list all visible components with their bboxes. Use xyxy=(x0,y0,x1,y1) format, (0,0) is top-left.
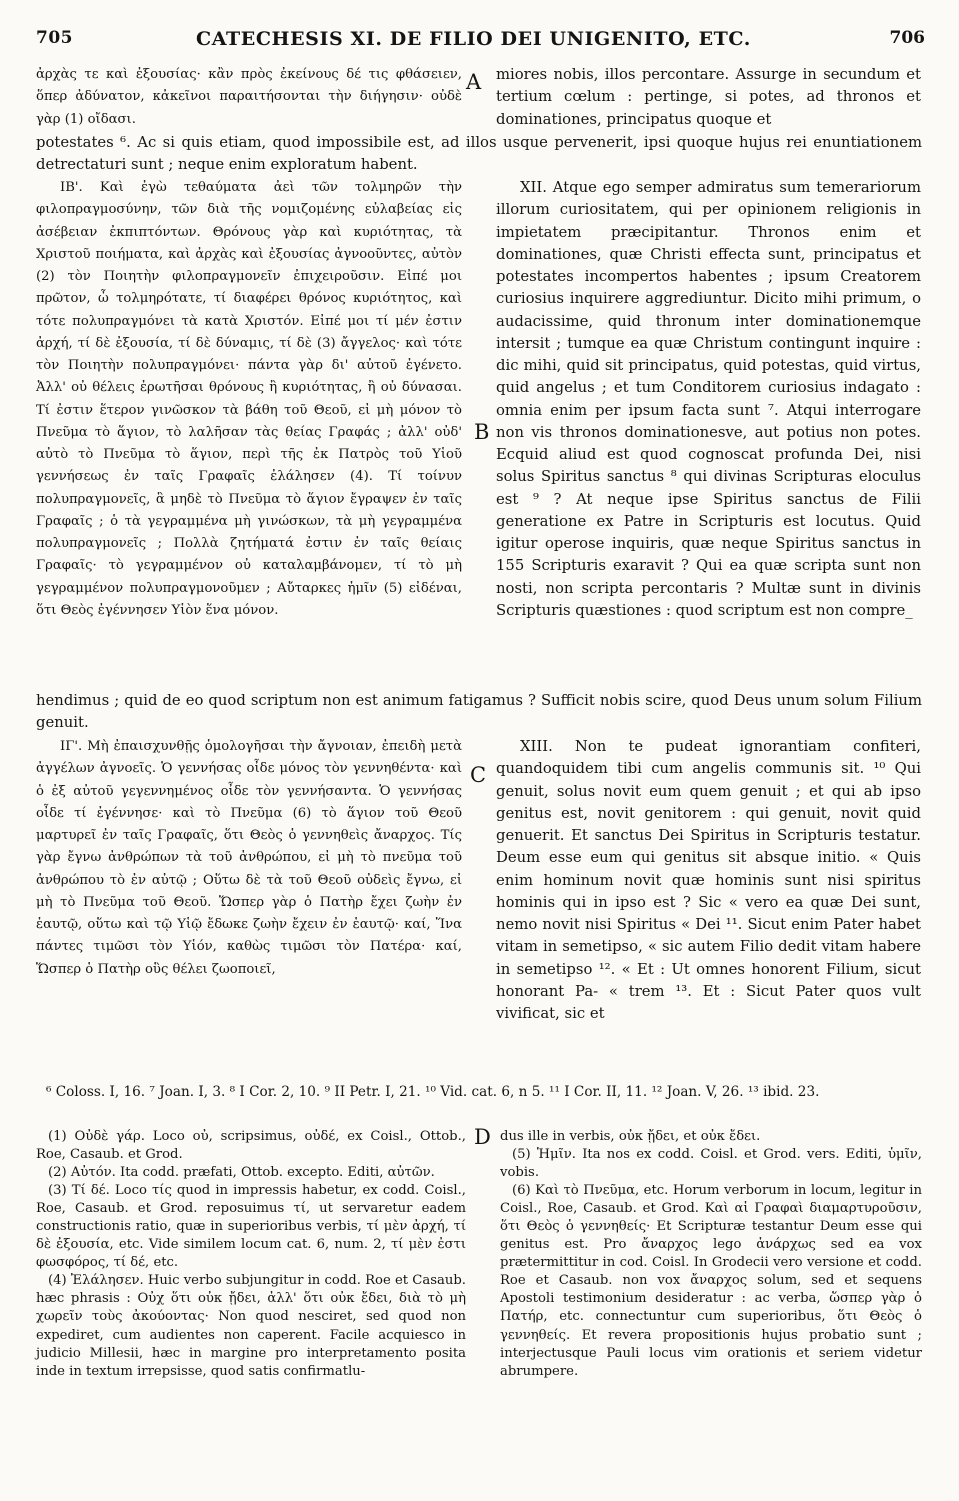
greek-text-3: ΙΓ'. Μὴ ἐπαισχυνθῇς ὁμολογῆσαι τὴν ἄγνοιαν, ἐπειδὴ μετὰ ἀγγέλων ἀγνοεῖς. Ὁ γεννήσας οἶδε μόνος τὸν γεννηθέντα· καὶ ὁ ἐξ αὐτοῦ γεγεννημένος οἶδε τὸν γεννήσαντα. Ὁ γεννήσας οἶδε τί ἐγέννησε· καὶ τὸ Πνεῦμα (6) τὸ ἅγιον τοῦ Θεοῦ μαρτυρεῖ ἐν ταῖς Γραφαῖς, ὅτι Θεὸς ὁ γεννηθεὶς ἄναρχος. Τίς γὰρ ἔγνω ἀνθρώπων τὰ τοῦ ἀνθρώπου, εἰ μὴ τὸ πνεῦμα τοῦ ἀνθρώπου τὸ ἐν αὐτῷ ; Οὕτω δὲ τὰ τοῦ Θεοῦ οὐδεὶς ἔγνω, εἰ μὴ τὸ Πνεῦμα τοῦ Θεοῦ. Ὥσπερ γὰρ ὁ Πατὴρ ἔχει ζωὴν ἐν ἑαυτῷ, οὕτω καὶ τῷ Υἱῷ ἔδωκε ζωὴν ἔχειν ἐν ἑαυτῷ· καί, Ἵνα πάντες τιμῶσι τὸν Υἱόν, καθὼς τιμῶσι τὸν Πατέρα· καί, Ὥσπερ ὁ Πατὴρ οὓς θέλει ζωοποιεῖ, xyxy=(36,739,462,977)
margin-marker-a: A xyxy=(466,70,482,94)
footnote: (4) Ἐλάλησεν. Huic verbo subjungitur in codd. Roe et Casaub. hæc phrasis : Οὐχ ὅτι οὐκ ᾔδει, ἀλλ' ὅτι οὐκ ἔδει, διὰ τὸ μὴ χωρεῖν τοὺς ἀκούοντας· Non quod nesciret, sed quod non expediret, cum audientes non caperent. Facile acquiesco in judicio Millesii, hæc in margine pro interpretamento posita inde in textum irrepsisse, quod satis confirmatlu- xyxy=(36,1273,466,1379)
footnotes-left xyxy=(36,1128,466,1381)
footnote: (5) Ἡμῖν. Ita nos ex codd. Coisl. et Grod. vers. Editi, ὑμῖν, vobis. xyxy=(500,1147,922,1181)
margin-marker-c: C xyxy=(470,763,487,787)
latin-text-1: miores nobis, illos percontare. Assurge in secundum et tertium cœlum : pertinge, si potes, ad thronos et dominationes, principatus quoque et xyxy=(496,66,921,128)
full-width-text-1: potestates ⁶. Ac si quis etiam, quod impossibile est, ad illos usque pervenerit, ipsi quoque hujus rei enuntiationem detrectaturi sunt ; neque enim exploratum habent. xyxy=(36,134,922,174)
margin-marker-d: D xyxy=(474,1125,491,1149)
latin-text-3: XIII. Non te pudeat ignorantiam confiteri, quandoquidem tibi cum angelis communis sit. ¹⁰ Qui genuit, solus novit eum quem genuit ; et qui ab ipso genitus est, novit genitorem : qui genuit, novit quid genuerit. Et sanctus Dei Spiritus in Scripturis testatur. Deum esse eum qui genitus sit absque initio. « Quis enim hominum novit quæ hominis sunt nisi spiritus hominis qui in ipso est ? Sic « vero ea quæ Dei sunt, nemo novit nisi Spiritus « Dei ¹¹. Sicut enim Pater habet vitam in semetipso, « sic autem Filio dedit vitam habere in semetipso ¹². « Et : Ut omnes honorent Filium, sicut honorant Pa- « trem ¹³. Et : Sicut Pater quos vult vivificat, sic et xyxy=(496,738,921,1022)
footnote: (1) Οὐδὲ γάρ. Loco οὐ, scripsimus, οὐδέ, ex Coisl., Ottob., Roe, Casaub. et Grod. xyxy=(36,1129,466,1163)
running-title: CATECHESIS XI. DE FILIO DEI UNIGENITO, ETC. xyxy=(195,28,752,50)
page-number-left: 705 xyxy=(36,28,73,48)
footnotes-right xyxy=(500,1128,922,1381)
footnote: (3) Τί δέ. Loco τίς quod in impressis habetur, ex codd. Coisl., Roe, Casaub. et Grod. reposuimus τί, ut servaretur eadem constructionis ratio, quæ in superioribus verbis, τί μὲν ἀρχή, τί δὲ ἐξουσία, etc. Vide similem locum cat. 6, num. 2, τί μὲν ἐστι φωσφόρος, τί δέ, etc. xyxy=(36,1183,466,1271)
footnote: dus ille in verbis, οὐκ ᾔδει, et οὐκ ἔδει. xyxy=(500,1129,761,1144)
greek-text-1: ἀρχὰς τε καὶ ἐξουσίας· κἂν πρὸς ἐκείνους δέ τις φθάσειεν, ὅπερ ἀδύνατον, κἀκεῖνοι παραιτήσονται τὴν διήγησιν· οὐδὲ γὰρ (1) οἴδασι. xyxy=(36,67,462,127)
page-number-right: 706 xyxy=(889,28,925,48)
greek-text-2: ΙΒ'. Καὶ ἐγὼ τεθαύματα ἀεὶ τῶν τολμηρῶν τὴν φιλοπραγμοσύνην, τῶν διὰ τῆς νομιζομένης εὐλαβείας εἰς ἀσέβειαν ἐκπιπτόντων. Θρόνους γὰρ καὶ κυριότητας, τὰ Χριστοῦ ποιήματα, καὶ ἀρχὰς καὶ ἐξουσίας ἀγνοοῦντες, αὐτὸν (2) τὸν Ποιητὴν φιλοπραγμονεῖν ἐπιχειροῦσιν. Εἰπέ μοι πρῶτον, ὦ τολμηρότατε, τί διαφέρει θρόνος κυριότητος, καὶ τότε πολυπραγμόνει τὰ κατὰ Χριστόν. Εἰπέ μοι τί μέν ἐστιν ἀρχή, τί δὲ ἐξουσία, τί δὲ δύναμις, τί δὲ (3) ἄγγελος· καὶ τότε τὸν Ποιητὴν πολυπραγμόνει· πάντα γὰρ δι' αὐτοῦ ἐγένετο. Ἀλλ' οὐ θέλεις ἐρωτῆσαι θρόνους ἢ κυριότητας, ἢ οὐ δύνασαι. Τί ἐστιν ἕτερον γινῶσκον τὰ βάθη τοῦ Θεοῦ, εἰ μὴ μόνον τὸ Πνεῦμα τὸ ἅγιον, τὸ λαλῆσαν τὰς θείας Γραφάς ; ἀλλ' οὐδ' αὐτὸ τὸ Πνεῦμα τὸ ἅγιον, περὶ τῆς ἐκ Πατρὸς τοῦ Υἱοῦ γεννήσεως ἐν ταῖς Γραφαῖς ἐλάλησεν (4). Τί τοίνυν πολυπραγμονεῖς, ἃ μηδὲ τὸ Πνεῦμα τὸ ἅγιον ἔγραψεν ἐν ταῖς Γραφαῖς ; ὁ τὰ γεγραμμένα μὴ γινώσκων, τὰ μὴ γεγραμμένα πολυπραγμονεῖς ; Πολλὰ ζητήματά ἐστιν ἐν ταῖς θείαις Γραφαῖς· τὸ γεγραμμένον οὐ καταλαμβάνομεν, τί τὸ μὴ γεγραμμένον πολυπραγμονοῦμεν ; Αὔταρκες ἡμῖν (5) εἰδέναι, ὅτι Θεὸς ἐγέννησεν Υἱὸν ἕνα μόνον. xyxy=(36,180,462,618)
full-width-text-2: hendimus ; quid de eo quod scriptum non est animum fatigamus ? Sufficit nobis scire, quod Deus unum solum Filium genuit. xyxy=(36,692,922,732)
footnote: (6) Καὶ τὸ Πνεῦμα, etc. Horum verborum in locum, legitur in Coisl., Roe, Casaub. et Grod. Καὶ αἱ Γραφαὶ διαμαρτυροῦσιν, ὅτι Θεὸς ὁ γεννηθείς· Et Scripturæ testantur Deum esse qui genitus est. Pro ἄναρχος lego ἀνάρχως sed ea vox prætermittitur in cod. Coisl. In Grodecii vero versione et codd. Roe et Casaub. non vox ἄναρχος solum, sed et sequens Apostoli testimonium desideratur : ac verba, ὥσπερ γὰρ ὁ Πατήρ, etc. connectuntur cum superioribus, ὅτι Θεὸς ὁ γεννηθείς. Et revera propositionis hujus probatio sunt ; interjectusque Pauli locus vim orationis et seriem videtur abrumpere. xyxy=(500,1183,922,1379)
page-header xyxy=(22,28,925,56)
margin-marker-b: B xyxy=(474,420,490,444)
scripture-references: ⁶ Coloss. I, 16. ⁷ Joan. I, 3. ⁸ I Cor. 2, 10. ⁹ II Petr. I, 21. ¹⁰ Vid. cat. 6, n 5. ¹¹ I Cor. II, 11. ¹² Joan. V, 26. ¹³ ibid. 23. xyxy=(46,1084,820,1100)
footnote: (2) Αὐτόν. Ita codd. præfati, Ottob. excepto. Editi, αὐτῶν. xyxy=(48,1165,435,1181)
latin-text-2: XII. Atque ego semper admiratus sum temerariorum illorum curiositatem, qui per opinionem religionis in impietatem præcipitantur. Thronos enim et dominationes, quæ Christi effecta sunt, principatus et potestates incompertos habentes ; ipsum Creatorem curiosius inquirere aggrediuntur. Dicito mihi primum, o audacissime, quid thronum inter dominationemque intersit ; tumque ea quæ Christum contingunt inquire : dic mihi, quid sit principatus, quid potestas, quid virtus, quid angelus ; et tum Conditorem curiosius indagato : omnia enim per ipsum facta sunt ⁷. Atqui interrogare non vis thronos dominationesve, aut potius non potes. Ecquid aliud est quod cognoscat profunda Dei, nisi solus Spiritus sanctus ⁸ qui divinas Scripturas eloculus est ⁹ ? At neque ipse Spiritus sanctus de Filii generatione ex Patre in Scripturis est locutus. Quid igitur operose inquiris, quæ neque Spiritus sanctus in 155 Scripturis exaravit ? Qui ea quæ scripta sunt non nosti, non scripta percontaris ? Multæ sunt in divinis Scripturis quæstiones : quod scriptum est non compre_ xyxy=(496,179,921,619)
